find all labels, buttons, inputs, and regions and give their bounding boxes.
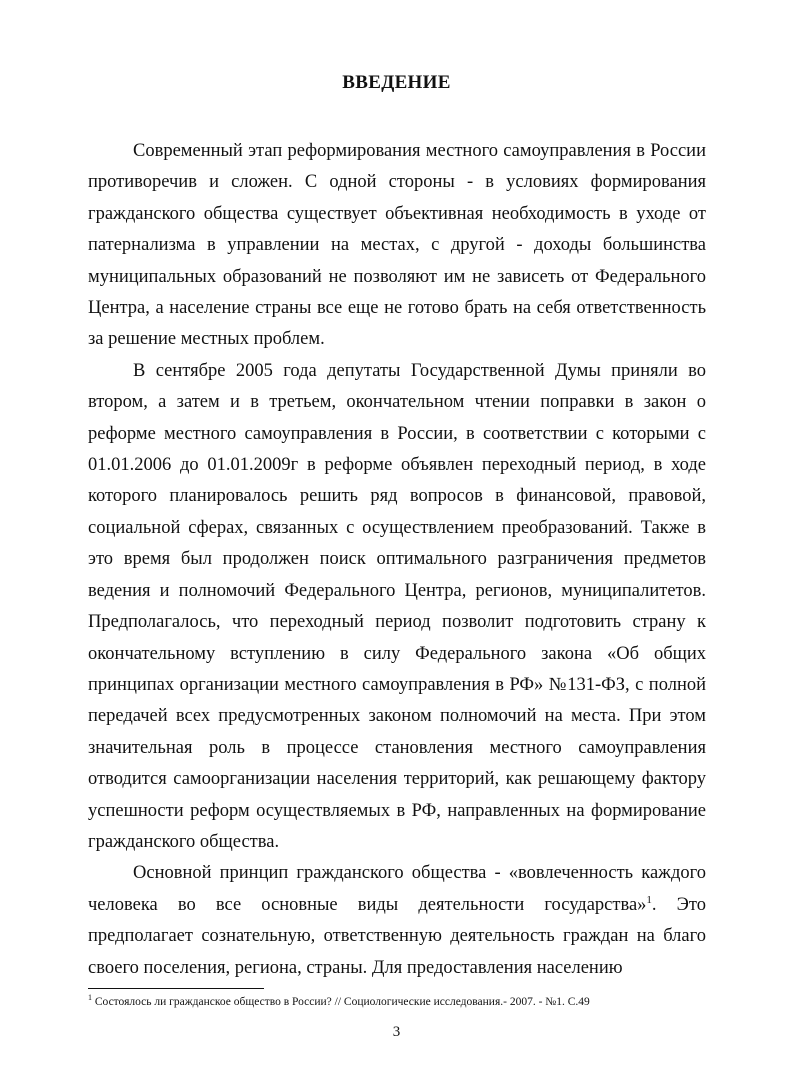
paragraph-3-text-before-ref: Основной принцип гражданского общества - «вовлеченность каждого человека во все основные виды деятельности государства»	[88, 863, 706, 915]
paragraph-3	[88, 858, 706, 984]
paragraph-3-text-after-ref: . Это предполагает сознательную, ответственную деятельность граждан на благо своего поселения, региона, страны. Для предоставления населению	[88, 894, 706, 978]
footnote-mark: 1	[88, 993, 92, 1003]
footnote-separator	[88, 988, 264, 989]
footnote-text: Состоялось ли гражданское общество в России? // Социологические исследования.- 2007. - №1. С.49	[92, 996, 590, 1008]
paragraph-2: В сентябре 2005 года депутаты Государственной Думы приняли во втором, а затем и в третьем, окончательном чтении поправки в закон о реформе местного самоуправления в России, в соответствии с которыми с 01.01.2006 до 01.01.2009г в реформе объявлен переходный период, в ходе которого планировалось решить ряд вопросов в финансовой, правовой, социальной сферах, связанных с осуществлением преобразований. Также в это время был продолжен поиск оптимального разграничения предметов ведения и полномочий Федерального Центра, регионов, муниципалитетов. Предполагалось, что переходный период позволит подготовить страну к окончательному вступлению в силу Федерального закона «Об общих принципах организации местного самоуправления в РФ» №131-ФЗ, с полной передачей всех предусмотренных законом полномочий на места. При этом значительная роль в процессе становления местного самоуправления отводится самоорганизации населения территорий, как решающему фактору успешности реформ осуществляемых в РФ, направленных на формирование гражданского общества.	[88, 360, 706, 852]
page-number: 3	[392, 1024, 401, 1040]
footnote	[88, 995, 728, 1010]
footnote-reference-mark: 1	[646, 893, 652, 906]
paragraph-1: Современный этап реформирования местного самоуправления в России противоречив и сложен. С одной стороны - в условиях формирования гражданского общества существует объективная необходимость в уходе от патернализма в управлении на местах, с другой - доходы большинства муниципальных образований не позволяют им не зависеть от Федерального Центра, а население страны все еще не готово брать на себя ответственность за решение местных проблем.	[88, 141, 706, 350]
body-text	[88, 136, 706, 984]
page-title: ВВЕДЕНИЕ	[342, 72, 451, 93]
